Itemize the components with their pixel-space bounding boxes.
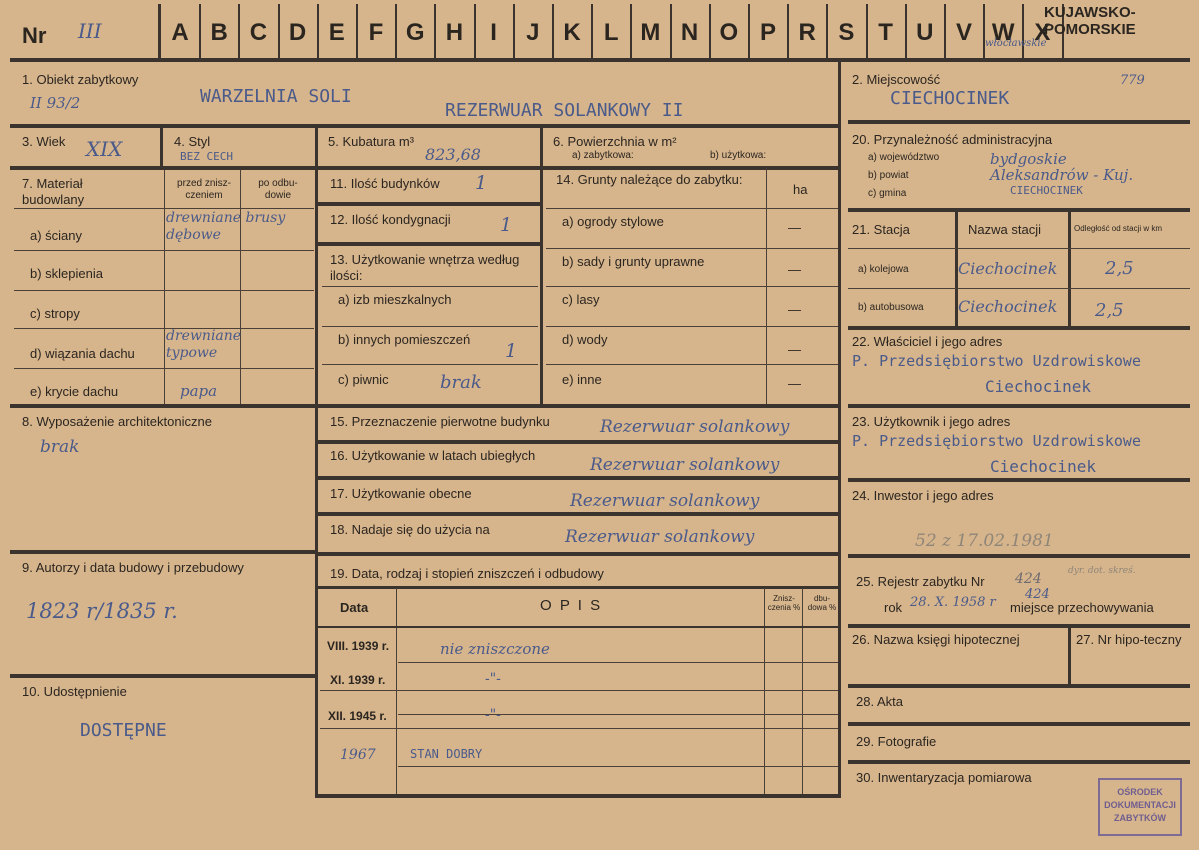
f13-row-value: 1: [505, 340, 518, 362]
index-letter: A: [171, 19, 189, 46]
f8-label: 8. Wyposażenie architektoniczne: [22, 414, 212, 429]
nr-value: III: [78, 19, 102, 43]
f3-label: 3. Wiek: [22, 134, 66, 149]
f23-value-a: P. Przedsiębiorstwo Uzdrowiskowe: [852, 432, 1141, 450]
f20-b-value: Aleksandrów - Kuj.: [990, 166, 1134, 184]
f30-label: 30. Inwentaryzacja pomiarowa: [856, 770, 1032, 785]
index-letter: J: [526, 19, 540, 46]
f25-value: 424: [1015, 571, 1042, 587]
index-letter: R: [798, 19, 816, 46]
f15-label: 15. Przeznaczenie pierwotne budynku: [330, 414, 550, 429]
f13-label: 13. Użytkowanie wnętrza według ilości:: [330, 252, 520, 283]
voivodeship-label: KUJAWSKO- POMORSKIE: [1044, 4, 1136, 38]
index-letter: U: [916, 19, 934, 46]
f27-label: 27. Nr hipo-teczny: [1076, 632, 1182, 647]
f21-row-dist: 2,5: [1095, 300, 1124, 321]
f9-label: 9. Autorzy i data budowy i przebudowy: [22, 560, 244, 575]
f19-row-date: 1967: [340, 747, 376, 763]
f21-row-name: Ciechocinek: [958, 297, 1058, 316]
f2-value: CIECHOCINEK: [890, 88, 1010, 109]
f7-row-value: drewniane typowe: [166, 328, 242, 361]
f10-value: DOSTĘPNE: [80, 720, 167, 741]
f21-row-dist: 2,5: [1105, 258, 1134, 279]
f4-value: BEZ CECH: [180, 150, 233, 163]
f11-label: 11. Ilość budynków: [330, 176, 440, 191]
f19-row-opis: -"-: [485, 671, 501, 687]
f5-label: 5. Kubatura m³: [328, 134, 414, 149]
f7-row-label: a) ściany: [30, 228, 83, 243]
f17-label: 17. Użytkowanie obecne: [330, 486, 472, 501]
f20-b-label: b) powiat: [868, 170, 909, 181]
f7-row-label: c) stropy: [30, 306, 80, 321]
f20-c-label: c) gmina: [868, 188, 907, 199]
stamp-text: OŚRODEK DOKUMENTACJI ZABYTKÓW: [1104, 787, 1176, 823]
f12-label: 12. Ilość kondygnacji: [330, 212, 451, 227]
f4-label: 4. Styl: [174, 134, 211, 149]
f25-value2: 424: [1025, 587, 1050, 602]
f19-row-opis: STAN DOBRY: [410, 747, 483, 761]
f11-value: 1: [475, 172, 488, 194]
f2-note: 779: [1120, 73, 1145, 88]
voivodeship-note: włocławskie: [985, 38, 1047, 49]
f18-value: Rezerwuar solankowy: [565, 527, 755, 547]
f7-col2: po odbu-dowie: [258, 178, 298, 201]
f7-row-label: b) sklepienia: [30, 266, 103, 281]
index-letter: O: [719, 19, 739, 46]
f16-label: 16. Użytkowanie w latach ubiegłych: [330, 448, 536, 463]
f7-row-value: drewniane brusy dębowe: [166, 210, 286, 243]
f21-row-label: b) autobusowa: [858, 302, 924, 313]
f19-col-z: Znisz-czenia %: [767, 594, 801, 612]
f23-label: 23. Użytkownik i jego adres: [852, 414, 1011, 429]
f1-code: II 93/2: [30, 94, 81, 112]
f5-value: 823,68: [425, 145, 481, 164]
f7-col1: przed znisz-czeniem: [177, 178, 231, 201]
f21-label: 21. Stacja: [852, 222, 910, 237]
f7-row-label: e) krycie dachu: [30, 384, 119, 399]
f19-row-date: XII. 1945 r.: [328, 709, 387, 723]
index-letter: F: [368, 19, 384, 46]
index-letter: K: [563, 19, 581, 46]
f25-place: miejsce przechowywania: [1010, 600, 1154, 615]
f6-b: b) użytkowa:: [710, 150, 767, 161]
nr-label: Nr: [22, 23, 47, 48]
f14-row-label: e) inne: [562, 372, 602, 387]
f22-label: 22. Właściciel i jego adres: [852, 334, 1003, 349]
index-letter: C: [249, 19, 268, 46]
index-letter: D: [288, 19, 307, 46]
f14-row-label: c) lasy: [562, 292, 600, 307]
f23-value-b: Ciechocinek: [990, 457, 1096, 476]
f21-col-name: Nazwa stacji: [968, 222, 1041, 237]
f14-unit: ha: [793, 182, 808, 197]
f17-value: Rezerwuar solankowy: [570, 491, 760, 511]
f14-row-value: —: [788, 220, 801, 235]
index-letter: W: [991, 19, 1015, 46]
f1-value-a: WARZELNIA SOLI: [200, 86, 352, 107]
f28-label: 28. Akta: [856, 694, 903, 709]
f20-a-label: a) województwo: [868, 152, 940, 163]
f6-a: a) zabytkowa:: [572, 150, 634, 161]
f14-row-label: a) ogrody stylowe: [562, 214, 664, 229]
index-letter: B: [210, 19, 228, 46]
f10-label: 10. Udostępnienie: [22, 684, 127, 699]
index-letter: T: [878, 19, 893, 46]
f19-label: 19. Data, rodzaj i stopień zniszczeń i odbudowy: [330, 566, 604, 581]
f21-col-dist: Odległość od stacji w km: [1074, 224, 1163, 233]
f19-col-date: Data: [340, 600, 369, 615]
f19-row-date: VIII. 1939 r.: [327, 639, 390, 653]
f13-row-label: c) piwnic: [338, 372, 389, 387]
f20-label: 20. Przynależność administracyjna: [852, 132, 1053, 147]
index-letter: G: [405, 19, 425, 46]
f7-label: 7. Materiał budowlany: [22, 176, 85, 207]
index-letter: X: [1034, 19, 1051, 46]
f24-value: 52 z 17.02.1981: [915, 531, 1054, 551]
f14-row-value: —: [788, 376, 801, 391]
f14-label: 14. Grunty należące do zabytku:: [556, 172, 743, 187]
f19-row-opis: -"-: [485, 707, 501, 723]
f26-label: 26. Nazwa księgi hipotecznej: [852, 632, 1020, 647]
f7-row-value: papa: [180, 382, 218, 400]
f20-c-value: CIECHOCINEK: [1010, 184, 1083, 197]
f19-row-opis: nie zniszczone: [440, 640, 550, 658]
index-letter: S: [838, 19, 855, 46]
index-letter: L: [603, 19, 619, 46]
f21-row-label: a) kolejowa: [858, 264, 909, 275]
f21-row-name: Ciechocinek: [958, 259, 1058, 278]
f15-value: Rezerwuar solankowy: [600, 417, 790, 437]
f2-label: 2. Miejscowość: [852, 72, 941, 87]
index-letter: V: [955, 19, 972, 46]
f25-rok: rok: [884, 600, 903, 615]
index-letter: M: [640, 19, 661, 46]
f13-row-label: b) innych pomieszczeń: [338, 332, 471, 347]
f13-row-value: brak: [440, 372, 482, 393]
index-letter: P: [759, 19, 776, 46]
f20-a-value: bydgoskie: [990, 150, 1067, 168]
archive-stamp: [1098, 778, 1182, 836]
f1-label: 1. Obiekt zabytkowy: [22, 72, 139, 87]
f14-row-label: d) wody: [562, 332, 608, 347]
f14-row-value: —: [788, 262, 801, 277]
f13-row-label: a) izb mieszkalnych: [338, 292, 452, 307]
f9-value: 1823 r/1835 r.: [26, 599, 178, 623]
f24-label: 24. Inwestor i jego adres: [852, 488, 994, 503]
f22-value-b: Ciechocinek: [985, 377, 1091, 396]
f14-row-value: —: [788, 302, 801, 317]
f25-date: 28. X. 1958 r: [910, 595, 996, 610]
f25-label: 25. Rejestr zabytku Nr: [856, 574, 985, 589]
index-letter: I: [490, 19, 497, 46]
f1-value-b: REZERWUAR SOLANKOWY II: [445, 100, 684, 121]
index-letter: E: [328, 19, 345, 46]
f19-col-o: dbu-dowa %: [807, 594, 837, 612]
f14-row-value: —: [788, 342, 801, 357]
f8-value: brak: [40, 437, 80, 457]
f14-row-label: b) sady i grunty uprawne: [562, 254, 705, 269]
index-letter: H: [445, 19, 464, 46]
f25-note: dyr. dot. skreś.: [1068, 566, 1136, 576]
f16-value: Rezerwuar solankowy: [590, 455, 780, 475]
f12-value: 1: [500, 214, 513, 236]
f29-label: 29. Fotografie: [856, 734, 937, 749]
f3-value: XIX: [86, 137, 123, 161]
f19-col-opis: O P I S: [540, 597, 603, 614]
f7-row-label: d) wiązania dachu: [30, 346, 135, 361]
f6-label: 6. Powierzchnia w m²: [553, 134, 677, 149]
f22-value-a: P. Przedsiębiorstwo Uzdrowiskowe: [852, 352, 1141, 370]
f19-row-date: XI. 1939 r.: [330, 673, 386, 687]
index-letter: N: [680, 19, 699, 46]
f18-label: 18. Nadaje się do użycia na: [330, 522, 490, 537]
